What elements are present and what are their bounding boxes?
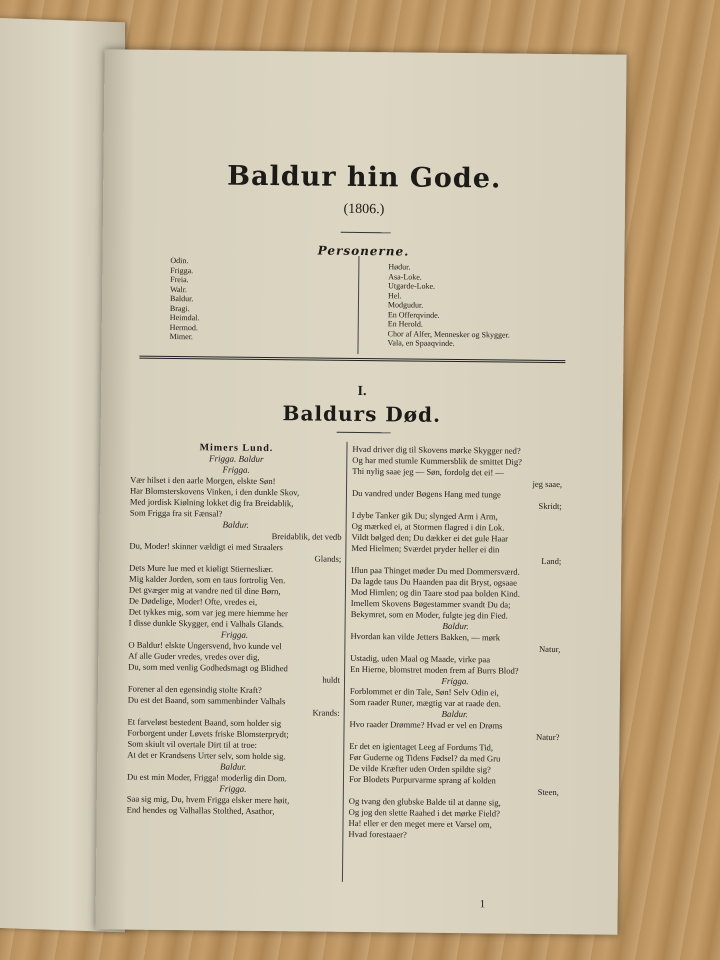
book-page [95,49,626,934]
verse-line: Natur, [538,643,561,655]
verse-line: Mig kalder Jorden, som en taus fortrolig Ven. [129,573,286,586]
verse-line: Imellem Skovens Bøgestammer svandt Du da; [350,597,511,610]
speaker-name: Frigga. [220,629,249,640]
speaker-name: Baldur. [222,519,249,530]
character-name: Utgarde-Loke. [388,281,436,291]
section-title: Baldurs Død. [282,401,442,427]
character-name: Odin. [170,255,189,266]
character-name: Frigga. [170,265,194,275]
play-year: (1806.) [343,201,385,218]
section-rule [139,356,565,363]
character-name: Heimdal. [169,312,200,323]
verse-line: Forborgent under Løvets friske Blomsterprydt; [127,727,289,740]
speaker-name: Baldur. [442,620,469,632]
verse-line: Steen, [537,786,559,798]
verse-line: Ha! eller er den meget mere et Varsel om, [348,817,492,830]
character-name: Vala, en Spaaqvinde. [387,338,455,348]
verse-line: Med Hielmen; Sværdet pryder heller ei din [351,542,500,555]
character-name: Freia. [170,274,189,285]
text-column-right [348,444,562,842]
verse-line: Vær hilset i den aarle Morgen, elskte Søn! [130,474,276,487]
verse-line: Hvordan kan vilde Jetters Bakken, — mørk [350,630,501,643]
verse-line: Et farveløst bestedent Baand, som holder sig [127,716,282,729]
character-name: Modgudur. [387,300,424,310]
verse-line: En Hierne, blomstret moden frem af Burrs Blod? [350,663,519,676]
character-name: Baldur. [169,293,194,304]
verse-line: Det gvæger mig at vandre ned til dine Børn, [128,584,281,597]
verse-line: Det tykkes mig, som var jeg mere hiemme her [128,606,288,619]
verse-line: Af alle Guder vredes, vredes over dig, [128,650,260,662]
character-name: Hermod. [169,322,198,332]
verse-line: For Blodets Purpurvarme sprang af kolden [348,773,496,786]
verse-line: Dets Mure lue med et kiøligt Stiernesliær. [129,562,274,575]
verse-line: Ustadig, uden Maal og Maade, virke paa [350,652,491,665]
column-divider [342,442,348,882]
verse-line: Vildt bølged den; Du dækker ei det gule Haar [351,531,509,544]
title-rule [341,232,391,234]
verse-line: Natur? [536,731,560,743]
verse-line: Thi nylig saae jeg — Søn, fordolg det ei! — [352,465,505,478]
text-column-left [127,442,343,818]
character-name: En Herold. [387,319,423,329]
verse-line: Som skiult vil overtale Dirt til at troe: [127,738,258,750]
speaker-name: Baldur. [219,761,247,772]
verse-line: I disse dunkle Skygger, end i Valhals Glands. [128,617,285,630]
verse-line: Mod Himlen; og din Taare stod paa bolden Kind. [350,586,520,599]
speaker-name: Frigga. [441,675,469,687]
scene-heading: Mimers Lund. [199,442,274,455]
verse-line: Har Blomsterskovens Vinken, i den dunkle Skov, [129,485,300,498]
verse-line: At det er Krandsens Urter selv, som holde sig. [127,749,286,762]
verse-line: De vilde Kræfter uden Orden spildte sig? [349,762,491,775]
verse-line: Som raader Runer, mægtig var at raade den. [349,696,502,709]
verse-line: Som Frigga fra sit Fænsal? [129,507,223,519]
verse-line: Før Guderne og Tidens Fødsel? da med Gru [349,751,501,764]
verse-line: Skridt; [538,500,562,512]
verse-line: Hvad forestaaer? [348,828,407,840]
verse-line: Og mærked ei, at Stormen flagred i din Lok. [351,520,505,533]
character-name: Asa-Loke. [388,271,422,282]
section-title-rule [337,432,391,434]
verse-line: Forblommet er din Tale, Søn! Selv Odin ei, [349,685,499,698]
verse-line: End hendes og Valhallas Stolthed, Asathor, [126,804,275,817]
verse-line: jeg saae, [532,478,563,490]
speaker-name: Frigga. [222,464,250,475]
verse-line: I dybe Tanker gik Du; slynged Arm i Arm, [351,509,498,522]
verse-line: Forener al den egensindig stolte Kraft? [127,683,262,695]
verse-line: Glands; [314,553,342,564]
verse-line: huldt [322,674,341,685]
verse-line: Krands: [312,707,340,718]
page-number: 1 [479,898,486,911]
personerne-divider [357,256,359,354]
section-number: I. [357,383,367,400]
character-name: Bragi. [169,303,190,313]
verse-line: Bekymret, som en Moder, fulgte jeg din Fied. [350,608,508,621]
verse-line: De Dødelige, Moder! Ofte, vredes ei, [128,595,258,607]
speaker-name: Baldur. [441,708,468,720]
verse-line: Da lagde taus Du Haanden paa dit Bryst, ogsaae [351,575,517,588]
character-name: Hel. [388,290,402,300]
verse-line: Du est det Baand, som sammenbinder Valhals [127,694,286,707]
verse-line: Du est min Moder, Frigga! moderlig din Dom. [126,771,287,784]
character-name: En Offerqvinde. [387,309,440,320]
verse-line: Hvad driver dig til Skovens mørke Skygger ned? [352,443,521,456]
character-name: Chor af Alfer, Mennesker og Skygger. [387,328,510,340]
verse-line: Du, Moder! skinner vældigt ei med Straalers [129,540,283,553]
verse-line: Og har med stumle Kummersblik de smittet Dig? [352,454,523,467]
verse-line: Er det en igientaget Leeg af Fordums Tid, [349,740,494,753]
character-name: Mimer. [169,331,194,342]
speaker-name: Frigga. [219,783,247,794]
verse-line: Med jordisk Kiølning lokket dig fra Breidablik, [129,496,294,509]
verse-line: Land; [541,555,562,567]
verse-line: Og jog den slette Raahed i det mørke Field? [348,806,501,819]
verse-line: Hvo raader Drømme? Hvad er vel en Drøms [349,718,503,731]
personerne-heading: Personerne. [317,243,410,259]
verse-line: Saa sig mig, Du, hvem Frigga elsker mere høit, [126,793,290,806]
verse-line: Du vandred under Bøgens Hang med tunge [351,487,501,500]
verse-line: Breidablik, det vedb [271,531,342,542]
verse-line: Du, som med venlig Godhedsmagt og Blidhed [128,661,288,674]
verse-line: Iflun paa Thinget møder Du med Dommersværd. [351,564,520,577]
character-name: Hødur. [388,262,411,272]
verse-line: O Baldur! elskte Ungersvend, hvo kunde vel [128,639,282,652]
verse-line: Og tvang den glubske Balde til at danne sig, [348,795,501,808]
play-title: Baldur hin Gode. [227,160,502,195]
personerne-right-list [388,262,511,349]
character-name: Walr. [170,284,188,294]
speaker-name: Frigga. Baldur [209,453,264,464]
personerne-left-list [170,256,200,342]
